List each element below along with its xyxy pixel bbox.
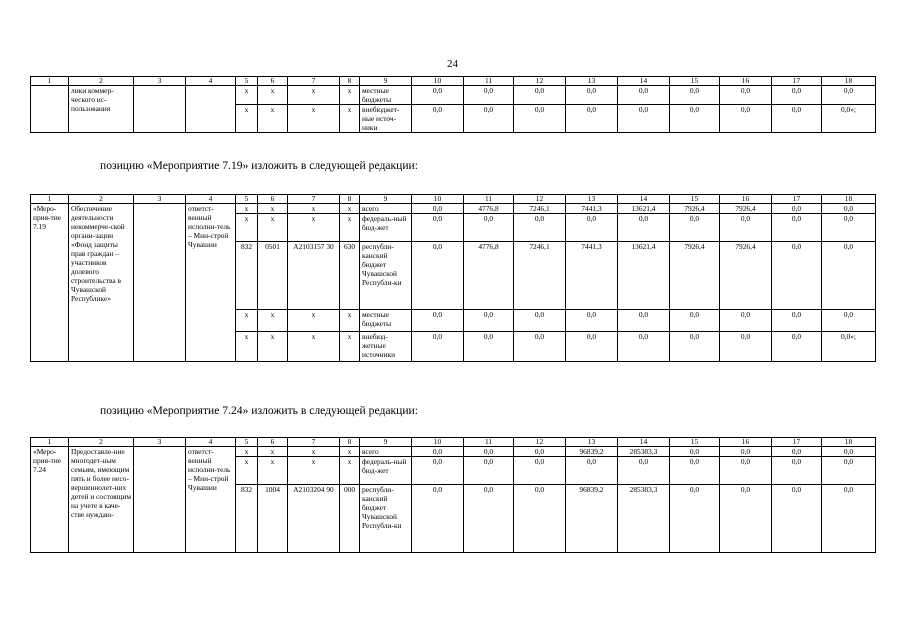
column-header-cell: 16 xyxy=(720,195,772,204)
column-header-cell: 12 xyxy=(514,438,566,447)
column-header-cell: 15 xyxy=(670,195,720,204)
table-cell: 285383,3 xyxy=(618,447,670,457)
table-cell: x xyxy=(340,86,360,105)
column-header-cell: 3 xyxy=(134,77,186,86)
table-cell: 0,0 xyxy=(720,485,772,553)
table-cell: 0,0 xyxy=(772,485,822,553)
column-header-cell: 14 xyxy=(618,77,670,86)
cell-col3 xyxy=(134,86,186,133)
table-cell: 0,0 xyxy=(822,86,876,105)
table-cell: 0,0 xyxy=(822,447,876,457)
column-header-cell: 15 xyxy=(670,77,720,86)
table-cell: x xyxy=(258,86,288,105)
table-cell: 0,0 xyxy=(720,457,772,485)
column-header-cell: 10 xyxy=(412,438,464,447)
table-cell: 0,0 xyxy=(618,214,670,242)
table-row xyxy=(31,447,876,457)
table-measure-7-19 xyxy=(30,194,876,362)
table-cell: 285383,3 xyxy=(618,485,670,553)
column-header-cell: 7 xyxy=(288,438,340,447)
table-cell: 0,0 xyxy=(464,485,514,553)
table-cell: 0,0 xyxy=(670,332,720,362)
column-header-row xyxy=(31,438,876,447)
column-header-cell: 4 xyxy=(186,77,236,86)
table-cell: 0,0 xyxy=(822,485,876,553)
column-header-cell: 17 xyxy=(772,195,822,204)
table-cell: 0,0 xyxy=(464,447,514,457)
table-cell: 0,0 xyxy=(772,457,822,485)
table-cell: 7926,4 xyxy=(720,204,772,214)
table-cell: 0,0 xyxy=(514,310,566,332)
column-header-cell: 14 xyxy=(618,195,670,204)
table-cell: 13621,4 xyxy=(618,204,670,214)
table-cell: x xyxy=(236,214,258,242)
table-cell: 0,0 xyxy=(772,86,822,105)
table-cell: x xyxy=(236,457,258,485)
table-cell: A2103157 30 xyxy=(288,242,340,310)
table-cell: 0,0 xyxy=(822,214,876,242)
table-cell: 0,0 xyxy=(618,457,670,485)
table-cell: x xyxy=(236,105,258,133)
table-cell: 0,0 xyxy=(670,485,720,553)
cell-col4 xyxy=(186,86,236,133)
table-cell: 0,0 xyxy=(412,447,464,457)
table-cell: A2103204 90 xyxy=(288,485,340,553)
table-cell: x xyxy=(258,214,288,242)
cell-col2: Предоставле-ние многодет-ным семьям, имеющим пять и более несо-вершеннолет-них детей и состоящим на учете в каче-стве нуждаю- xyxy=(69,447,134,553)
column-header-cell: 5 xyxy=(236,195,258,204)
table-cell: местные бюджеты xyxy=(360,86,412,105)
column-header-cell: 17 xyxy=(772,438,822,447)
table-cell: 4776,8 xyxy=(464,204,514,214)
table-cell: x xyxy=(340,214,360,242)
table-cell: 0,0 xyxy=(772,214,822,242)
table-cell: 0,0 xyxy=(412,105,464,133)
column-header-cell: 18 xyxy=(822,195,876,204)
table-cell: 7926,4 xyxy=(670,242,720,310)
column-header-cell: 7 xyxy=(288,195,340,204)
table-cell: 0,0 xyxy=(772,310,822,332)
table-cell: 0,0 xyxy=(412,332,464,362)
table-cell: x xyxy=(288,457,340,485)
table-cell: x xyxy=(258,105,288,133)
table-cell: 7441,3 xyxy=(566,204,618,214)
table-cell: x xyxy=(340,332,360,362)
table-cell: 0,0 xyxy=(772,447,822,457)
table-cell: 0,0 xyxy=(514,457,566,485)
table-cell: 0,0 xyxy=(670,457,720,485)
table-cell: 96839,2 xyxy=(566,447,618,457)
table-continuation xyxy=(30,76,876,133)
table-cell: 7926,4 xyxy=(720,242,772,310)
table-cell: 0,0 xyxy=(412,485,464,553)
column-header-cell: 4 xyxy=(186,438,236,447)
column-header-cell: 2 xyxy=(69,195,134,204)
table-row xyxy=(31,86,876,105)
table-row xyxy=(31,204,876,214)
table-cell: 000 xyxy=(340,485,360,553)
table-cell: x xyxy=(340,105,360,133)
table-cell: 0,0 xyxy=(670,214,720,242)
table-cell: 7926,4 xyxy=(670,204,720,214)
column-header-cell: 4 xyxy=(186,195,236,204)
column-header-cell: 17 xyxy=(772,77,822,86)
cell-col1: «Меро-прия-тие 7.24 xyxy=(31,447,69,553)
table-cell: x xyxy=(340,310,360,332)
column-header-cell: 16 xyxy=(720,77,772,86)
column-header-cell: 11 xyxy=(464,77,514,86)
table-cell: 0,0 xyxy=(464,214,514,242)
cell-col2: Обеспечение деятельности некоммерче-ской органи-зации «Фонд защиты прав граждан – участников долевого строительства в Чувашской Республике» xyxy=(69,204,134,362)
page-number: 24 xyxy=(447,58,458,70)
table-cell: x xyxy=(288,332,340,362)
column-header-cell: 8 xyxy=(340,195,360,204)
table-cell: 0,0 xyxy=(514,214,566,242)
table-cell: 0,0 xyxy=(412,242,464,310)
table-cell: 0,0 xyxy=(464,457,514,485)
table-cell: 0,0 xyxy=(566,332,618,362)
column-header-cell: 13 xyxy=(566,438,618,447)
table-cell: 4776,8 xyxy=(464,242,514,310)
table-cell: 7246,1 xyxy=(514,204,566,214)
column-header-cell: 8 xyxy=(340,77,360,86)
table-cell: 0,0 xyxy=(412,457,464,485)
table-cell: республи-канский бюджет Чувашской Республи-ки xyxy=(360,242,412,310)
column-header-cell: 1 xyxy=(31,77,69,86)
column-header-cell: 10 xyxy=(412,77,464,86)
table-cell: 0,0 xyxy=(412,310,464,332)
table-cell: 0,0 xyxy=(412,204,464,214)
table-cell: 0,0 xyxy=(720,105,772,133)
table-cell: x xyxy=(340,457,360,485)
table-cell: 0,0 xyxy=(720,310,772,332)
table-cell: 0,0 xyxy=(566,86,618,105)
column-header-cell: 6 xyxy=(258,77,288,86)
table-cell: x xyxy=(288,214,340,242)
cell-col4: ответст-венный исполни-тель – Мин-строй Чувашии xyxy=(186,447,236,553)
table-cell: 0,0»; xyxy=(822,105,876,133)
table-cell: x xyxy=(236,447,258,457)
column-header-cell: 7 xyxy=(288,77,340,86)
table-cell: 0,0 xyxy=(464,86,514,105)
table-cell: 0,0 xyxy=(464,105,514,133)
column-header-cell: 5 xyxy=(236,77,258,86)
column-header-cell: 15 xyxy=(670,438,720,447)
table-cell: x xyxy=(236,86,258,105)
table-cell: 0,0 xyxy=(772,242,822,310)
column-header-cell: 11 xyxy=(464,438,514,447)
table-cell: 0,0 xyxy=(670,86,720,105)
table-cell: 0,0 xyxy=(822,242,876,310)
table-cell: x xyxy=(340,204,360,214)
table-cell: 0,0 xyxy=(514,485,566,553)
table-cell: 0,0 xyxy=(464,332,514,362)
table-cell: x xyxy=(258,332,288,362)
cell-col1: «Меро-прия-тие 7.19 xyxy=(31,204,69,362)
table-cell: 0,0 xyxy=(514,105,566,133)
table-cell: 0,0»; xyxy=(822,332,876,362)
table-cell: x xyxy=(258,310,288,332)
column-header-cell: 9 xyxy=(360,195,412,204)
column-header-cell: 12 xyxy=(514,77,566,86)
table-cell: республи-канский бюджет Чувашской Республи-ки xyxy=(360,485,412,553)
column-header-row xyxy=(31,77,876,86)
table-cell: 0,0 xyxy=(822,310,876,332)
table-cell: 0,0 xyxy=(464,310,514,332)
cell-col3 xyxy=(134,204,186,362)
column-header-cell: 3 xyxy=(134,438,186,447)
table-cell: 0,0 xyxy=(720,447,772,457)
table-cell: 13621,4 xyxy=(618,242,670,310)
table-cell: 0501 xyxy=(258,242,288,310)
column-header-cell: 12 xyxy=(514,195,566,204)
table-cell: x xyxy=(288,86,340,105)
table-cell: 0,0 xyxy=(618,105,670,133)
table-cell: 0,0 xyxy=(566,105,618,133)
cell-col4: ответст-венный исполни-тель – Мин-строй Чувашии xyxy=(186,204,236,362)
table-cell: 0,0 xyxy=(412,86,464,105)
table-cell: 7246,1 xyxy=(514,242,566,310)
table-cell: 0,0 xyxy=(514,332,566,362)
table-cell: 0,0 xyxy=(618,86,670,105)
caption-measure-7-24: позицию «Мероприятие 7.24» изложить в следующей редакции: xyxy=(100,404,418,417)
table-cell: x xyxy=(236,332,258,362)
table-cell: x xyxy=(288,204,340,214)
table-cell: 0,0 xyxy=(670,310,720,332)
column-header-cell: 2 xyxy=(69,438,134,447)
table-cell: 0,0 xyxy=(720,332,772,362)
table-cell: x xyxy=(236,310,258,332)
table-cell: 0,0 xyxy=(566,457,618,485)
table-cell: 0,0 xyxy=(566,214,618,242)
table-cell: 0,0 xyxy=(566,310,618,332)
table-cell: x xyxy=(288,310,340,332)
table-cell: x xyxy=(258,457,288,485)
table-cell: 0,0 xyxy=(670,105,720,133)
column-header-cell: 6 xyxy=(258,195,288,204)
column-header-row xyxy=(31,195,876,204)
table-cell: федераль-ный бюд-жет xyxy=(360,214,412,242)
table-cell: x xyxy=(288,105,340,133)
table-cell: 0,0 xyxy=(822,457,876,485)
caption-measure-7-19: позицию «Мероприятие 7.19» изложить в следующей редакции: xyxy=(100,159,418,172)
table-cell: всего xyxy=(360,447,412,457)
table-cell: 0,0 xyxy=(822,204,876,214)
column-header-cell: 14 xyxy=(618,438,670,447)
table-cell: 832 xyxy=(236,485,258,553)
column-header-cell: 18 xyxy=(822,77,876,86)
cell-col1 xyxy=(31,86,69,133)
cell-col2: лики коммер-ческого ис-пользования xyxy=(69,86,134,133)
table-cell: 0,0 xyxy=(720,86,772,105)
table-cell: 0,0 xyxy=(720,214,772,242)
column-header-cell: 5 xyxy=(236,438,258,447)
table-cell: 0,0 xyxy=(772,204,822,214)
table-cell: 1004 xyxy=(258,485,288,553)
table-cell: местные бюджеты xyxy=(360,310,412,332)
table-cell: 0,0 xyxy=(514,447,566,457)
column-header-cell: 8 xyxy=(340,438,360,447)
column-header-cell: 13 xyxy=(566,195,618,204)
column-header-cell: 18 xyxy=(822,438,876,447)
table-cell: x xyxy=(288,447,340,457)
table-cell: 0,0 xyxy=(772,105,822,133)
column-header-cell: 3 xyxy=(134,195,186,204)
table-cell: x xyxy=(340,447,360,457)
table-cell: внебюд-жетные источники xyxy=(360,332,412,362)
column-header-cell: 9 xyxy=(360,77,412,86)
table-cell: 0,0 xyxy=(670,447,720,457)
column-header-cell: 2 xyxy=(69,77,134,86)
column-header-cell: 9 xyxy=(360,438,412,447)
table-cell: 832 xyxy=(236,242,258,310)
table-cell: x xyxy=(236,204,258,214)
column-header-cell: 13 xyxy=(566,77,618,86)
cell-col3 xyxy=(134,447,186,553)
table-cell: 7441,3 xyxy=(566,242,618,310)
table-measure-7-24 xyxy=(30,437,876,553)
table-cell: x xyxy=(258,447,288,457)
column-header-cell: 11 xyxy=(464,195,514,204)
table-cell: 0,0 xyxy=(618,310,670,332)
column-header-cell: 6 xyxy=(258,438,288,447)
table-cell: 96839,2 xyxy=(566,485,618,553)
table-cell: внебюджет-ные источ-ники xyxy=(360,105,412,133)
table-cell: федераль-ный бюд-жет xyxy=(360,457,412,485)
table-cell: 0,0 xyxy=(412,214,464,242)
table-cell: 0,0 xyxy=(618,332,670,362)
column-header-cell: 16 xyxy=(720,438,772,447)
table-cell: всего xyxy=(360,204,412,214)
table-cell: 0,0 xyxy=(772,332,822,362)
table-cell: 630 xyxy=(340,242,360,310)
table-cell: x xyxy=(258,204,288,214)
column-header-cell: 10 xyxy=(412,195,464,204)
column-header-cell: 1 xyxy=(31,438,69,447)
column-header-cell: 1 xyxy=(31,195,69,204)
table-cell: 0,0 xyxy=(514,86,566,105)
